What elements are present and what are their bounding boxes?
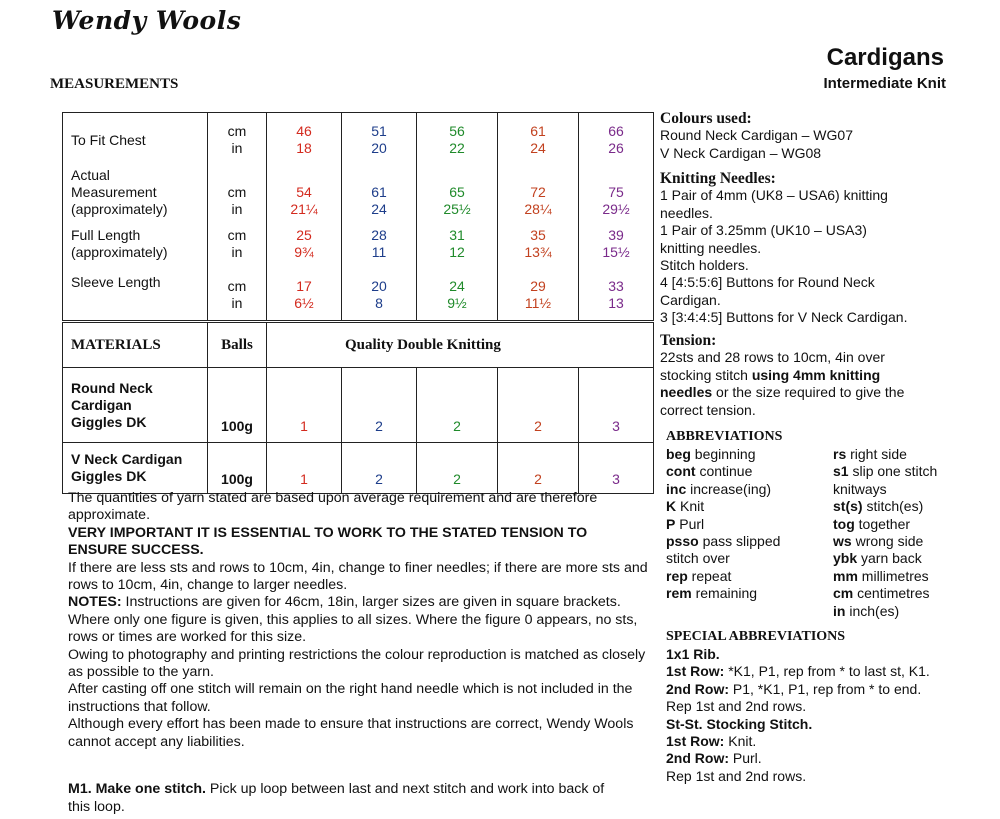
table-cell: 2 [342,443,417,494]
abbr-value: stitch(es) [862,498,924,515]
abbreviations-right [833,446,937,620]
note-paragraph: Owing to photography and printing restrictions the colour reproduction is matched as closely as possible to the yarn. [68,646,646,681]
table-cell: 72 [530,184,546,200]
table-cell: 29½ [602,201,630,217]
table-row [63,368,654,443]
abbr-key: ws [833,533,852,550]
needle-line: knitting needles. [660,239,762,256]
abbreviations-heading: ABBREVIATIONS [666,429,783,444]
abbr-item [666,463,780,480]
abbr-item [833,498,937,515]
special-line [666,681,930,698]
page-subtitle: Intermediate Knit [823,75,946,92]
special-abbreviations [666,646,930,785]
colour-line: V Neck Cardigan – WG08 [660,144,822,161]
abbr-value: Knit [676,498,705,515]
abbr-value: stitch over [666,550,730,567]
m1-note [68,780,628,816]
colours-heading: Colours used: [660,110,752,127]
table-cell: 6½ [294,295,314,311]
abbr-key: psso [666,533,699,550]
table-cell: 2 [498,443,579,494]
table-cell: 24 [530,140,546,156]
abbr-key: rem [666,585,692,602]
table-cell: 66 [608,123,624,139]
abbr-key: cont [666,463,696,480]
table-cell: 12 [449,244,465,260]
abbr-key: tog [833,515,855,532]
m1-text: Pick up loop between last and next stitch and work into back of this loop. [68,781,605,815]
special-line [666,750,930,767]
abbr-item [833,481,937,498]
abbr-value: inch(es) [845,602,900,619]
measurements-table [62,112,654,321]
table-cell: 61 [530,123,546,139]
row-label: Giggles DK [71,468,147,484]
special-value: P1, *K1, P1, rep from * to end. [729,680,922,697]
table-cell: 21¼ [290,201,318,217]
row-label: (approximately) [71,201,168,217]
note-paragraph: The quantities of yarn stated are based upon average requirement and are therefore approximate. [68,490,598,524]
special-value: Rep 1st and 2nd rows. [666,698,807,715]
unit-in: in [231,244,243,260]
abbr-value: right side [846,446,907,462]
yarn-quality: Quality Double Knitting [345,337,501,353]
needles-section [660,170,907,327]
abbr-key: s1 [833,463,849,480]
tension-heading: Tension: [660,332,717,349]
table-cell: 100g [208,443,267,494]
abbr-item [833,585,937,602]
special-line [666,716,930,733]
colours-used-section [660,110,853,162]
unit-cm: cm [227,184,247,200]
table-cell: 13 [608,295,624,311]
table-cell: 3 [579,368,654,443]
special-abbreviations-heading: SPECIAL ABBREVIATIONS [666,629,846,644]
table-cell: 2 [498,368,579,443]
abbr-key: rs [833,446,847,462]
balls-heading: Balls [221,337,253,353]
unit-in: in [231,201,243,217]
row-label: Cardigan [71,396,132,413]
table-cell: 24 [371,201,387,217]
special-key: 1st Row: [666,663,725,680]
special-line [666,733,930,750]
table-cell: 28 [371,227,387,243]
abbr-value: repeat [687,567,732,584]
table-cell: 1 [267,443,342,494]
table-cell: 9½ [447,295,467,311]
table-cell: 25½ [443,201,471,217]
unit-cm: cm [227,278,247,294]
unit-cm: cm [227,227,247,243]
abbr-item [666,516,780,533]
abbr-value: centimetres [853,585,930,602]
note-paragraph: Where only one figure is given, this applies to all sizes. Where the figure 0 appears, no sts, rows or times are worked for this size. [68,611,638,646]
abbr-value: wrong side [851,533,924,550]
row-label: Full Length [71,227,141,243]
table-cell: 100g [208,368,267,443]
table-cell: 18 [296,140,312,156]
row-label: To Fit Chest [71,131,146,148]
page-title: Cardigans [826,44,944,71]
abbr-item [833,568,937,585]
abbr-item [666,585,780,602]
table-cell: 33 [608,278,624,294]
abbr-item [666,533,780,550]
table-row [63,218,654,270]
unit-cm: cm [227,123,247,139]
abbr-item [666,446,780,463]
table-cell: 46 [296,123,312,139]
abbr-item [666,498,780,515]
unit-in: in [231,140,243,156]
special-value: Purl. [729,750,762,767]
abbreviations-left [666,446,780,603]
table-cell: 29 [530,278,546,294]
special-key: 2nd Row: [666,750,729,767]
tension-warning: VERY IMPORTANT IT IS ESSENTIAL TO WORK TO THE STATED TENSION TO ENSURE SUCCESS. [68,524,588,559]
table-cell: 65 [449,184,465,200]
notes-label: NOTES: [68,594,122,611]
row-label: Actual [71,167,110,183]
row-label: (approximately) [71,244,168,260]
table-cell: 39 [608,227,624,243]
abbr-value: yarn back [857,550,922,567]
tension-line: 22sts and 28 rows to 10cm, 4in over [660,349,885,366]
note-paragraph: Although every effort has been made to ensure that instructions are correct, Wendy Wools cannot accept any liabilities. [68,716,634,750]
needle-line: 1 Pair of 4mm (UK8 – USA6) knitting [660,187,888,204]
abbr-item [833,463,937,480]
special-line [666,663,930,680]
needles-heading: Knitting Needles: [660,170,776,187]
table-cell: 25 [296,227,312,243]
table-cell: 2 [342,368,417,443]
row-label: Giggles DK [71,413,147,430]
tension-bold: needles [660,384,713,401]
abbr-item [833,446,937,463]
abbr-key: mm [833,567,858,584]
table-cell: 31 [449,227,465,243]
special-key: St-St. Stocking Stitch. [666,715,813,732]
tension-line [660,384,904,401]
table-cell: 2 [417,368,498,443]
abbr-key: rep [666,567,688,584]
table-cell: 54 [296,184,312,200]
measurements-heading: MEASUREMENTS [50,76,179,92]
table-cell: 35 [530,227,546,243]
abbr-item [833,516,937,533]
tension-text: or the size required to give the [712,384,905,401]
table-cell: 56 [449,123,465,139]
m1-label: M1. Make one stitch. [68,781,206,797]
needle-line: 3 [3:4:4:5] Buttons for V Neck Cardigan. [660,309,908,326]
needle-line: 4 [4:5:5:6] Buttons for Round Neck [660,274,875,291]
tension-line [660,367,904,384]
table-cell: 9¾ [294,244,314,260]
abbr-key: beg [666,446,691,462]
table-cell: 20 [371,278,387,294]
abbr-item [666,481,780,498]
abbr-item [833,533,937,550]
table-cell: 22 [449,140,465,156]
abbr-value: together [854,515,911,532]
table-cell: 28¼ [524,201,552,217]
tension-section [660,332,904,419]
special-key: 2nd Row: [666,680,729,697]
brand-logo: Wendy Wools [52,6,242,35]
table-cell: 3 [579,443,654,494]
tension-bold: using 4mm knitting [751,366,881,383]
abbr-item [666,550,780,567]
table-cell: 17 [296,278,312,294]
table-cell: 61 [371,184,387,200]
abbr-key: in [833,602,846,619]
needle-line: needles. [660,204,713,221]
needle-line: Stitch holders. [660,257,749,274]
abbr-value: increase(ing) [686,480,772,497]
table-cell: 15½ [602,244,630,260]
row-label: V Neck Cardigan [71,451,183,467]
special-key: 1st Row: [666,733,725,750]
abbr-value: beginning [690,446,756,462]
note-paragraph: After casting off one stitch will remain on the right hand needle which is not included in the instructions that follow. [68,681,633,715]
table-cell: 20 [371,140,387,156]
special-line [666,768,930,785]
colour-line: Round Neck Cardigan – WG07 [660,127,853,144]
needle-line: 1 Pair of 3.25mm (UK10 – USA3) [660,222,867,239]
note-paragraph: If there are less sts and rows to 10cm, 4in, change to finer needles; if there are more sts and rows to 10cm, 4in, change to larger needles. [68,559,648,594]
table-cell: 8 [375,295,383,311]
table-cell: 1 [267,368,342,443]
abbr-item [833,550,937,567]
abbr-value: continue [695,463,753,480]
abbr-value: knitways [833,480,887,497]
row-label: Measurement [71,184,157,200]
abbr-value: remaining [691,585,758,602]
table-cell: 75 [608,184,624,200]
abbr-item [833,603,937,620]
special-line [666,698,930,715]
note-text: Instructions are given for 46cm, 18in, larger sizes are given in square brackets. [121,594,621,611]
abbr-item [666,568,780,585]
materials-table [62,322,654,494]
table-header-row [63,323,654,368]
abbr-key: st(s) [833,498,863,515]
table-cell: 51 [371,123,387,139]
table-cell: 11 [371,244,387,260]
table-row [63,443,654,494]
tension-text: stocking stitch [660,366,752,383]
table-cell: 2 [417,443,498,494]
special-key: 1x1 Rib. [666,646,720,662]
abbr-value: millimetres [857,567,929,584]
table-row [63,270,654,321]
special-value: *K1, P1, rep from * to last st, K1. [724,663,930,680]
abbr-key: cm [833,585,854,602]
notes-section [68,490,648,751]
table-cell: 13¾ [524,244,552,260]
special-value: Knit. [724,733,757,750]
abbr-key: ybk [833,550,858,567]
table-row [63,167,654,218]
special-line [666,646,930,663]
abbr-key: K [666,498,677,515]
abbr-value: slip one stitch [848,463,938,480]
row-label: Sleeve Length [71,274,161,290]
row-label: Round Neck [71,379,153,396]
abbr-key: inc [666,480,687,497]
abbr-value: Purl [675,515,705,532]
materials-heading: MATERIALS [71,337,161,353]
table-cell: 11½ [524,295,552,311]
table-row [63,113,654,168]
needle-line: Cardigan. [660,291,721,308]
abbr-key: P [666,515,676,532]
table-cell: 24 [449,278,465,294]
table-cell: 26 [608,140,624,156]
note-paragraph [68,594,648,611]
abbr-value: pass slipped [698,533,781,550]
special-value: Rep 1st and 2nd rows. [666,767,807,784]
unit-in: in [231,295,243,311]
tension-line: correct tension. [660,401,756,418]
